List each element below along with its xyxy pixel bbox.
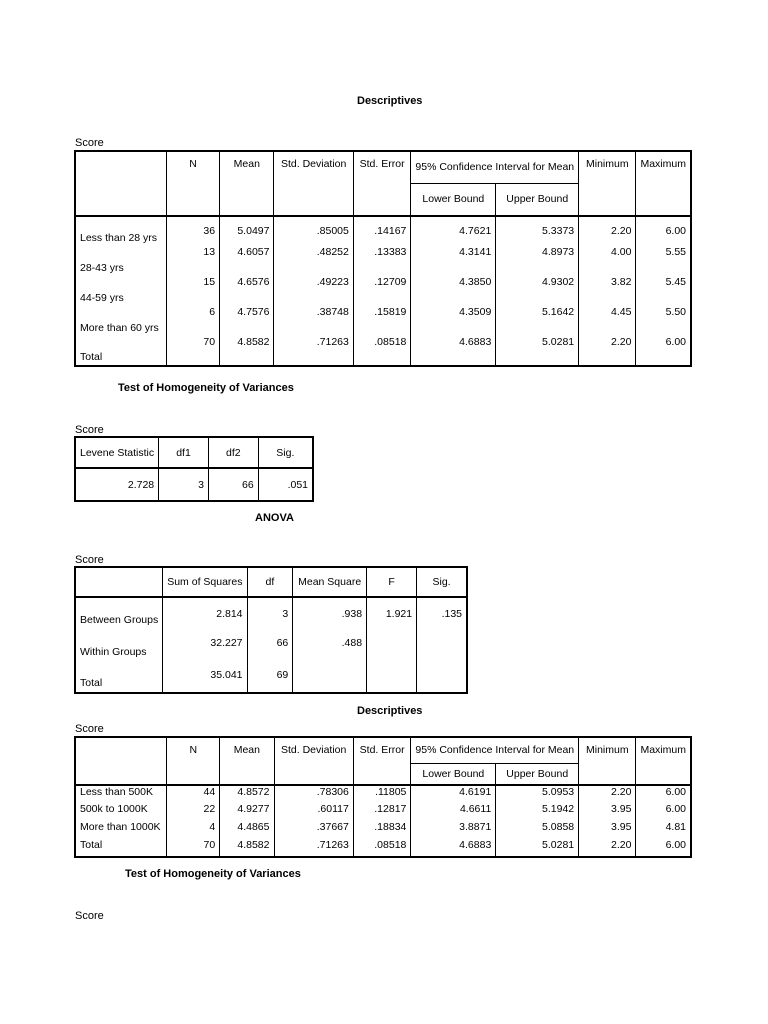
homogeneity-table bbox=[74, 436, 314, 502]
col-header-df1: df1 bbox=[159, 437, 209, 468]
col-header-sig: Sig. bbox=[417, 567, 467, 597]
col-header-levene: Levene Statistic bbox=[75, 437, 159, 468]
col-header-std-deviation: Std. Deviation bbox=[274, 151, 353, 216]
table-row: Between Groups 2.814 3 .938 1.921 .135 bbox=[75, 597, 467, 629]
table-row: 500k to 1000K 22 4.9277 .60117 .12817 4.6611 5.1942 3.95 6.00 bbox=[75, 803, 691, 821]
col-header-std-error: Std. Error bbox=[353, 151, 411, 216]
col-header-mean: Mean bbox=[220, 151, 274, 216]
col-header-mean: Mean bbox=[220, 737, 274, 785]
col-header-lower-bound: Lower Bound bbox=[411, 183, 496, 216]
table-row: 28-43 yrs 13 4.6057 .48252 .13383 4.3141 4.8973 4.00 5.55 bbox=[75, 246, 691, 276]
descriptives-title: Descriptives bbox=[357, 95, 423, 107]
col-header-std-error: Std. Error bbox=[353, 737, 411, 785]
descriptives-table-age bbox=[74, 150, 692, 367]
col-header-std-deviation: Std. Deviation bbox=[274, 737, 353, 785]
table-row: Within Groups 32.227 66 .488 bbox=[75, 629, 467, 661]
col-header-f: F bbox=[367, 567, 417, 597]
col-header-minimum: Minimum bbox=[579, 151, 636, 216]
table-row-total: Total 70 4.8582 .71263 .08518 4.6883 5.0281 2.20 6.00 bbox=[75, 336, 691, 366]
table-row: Less than 28 yrs 36 5.0497 .85005 .14167 4.7621 5.3373 2.20 6.00 bbox=[75, 216, 691, 246]
descriptives-table-income bbox=[74, 736, 692, 858]
table-row: 2.728 3 66 .051 bbox=[75, 468, 313, 501]
dependent-variable-label: Score bbox=[75, 554, 104, 566]
col-header-sum-of-squares: Sum of Squares bbox=[163, 567, 247, 597]
col-header-confidence-interval: 95% Confidence Interval for Mean bbox=[411, 737, 579, 763]
col-header-minimum: Minimum bbox=[579, 737, 636, 785]
dependent-variable-label: Score bbox=[75, 424, 104, 436]
col-header-n: N bbox=[167, 737, 220, 785]
table-row: 44-59 yrs 15 4.6576 .49223 .12709 4.3850 4.9302 3.82 5.45 bbox=[75, 276, 691, 306]
col-header-maximum: Maximum bbox=[636, 151, 691, 216]
table-row-total: Total 35.041 69 bbox=[75, 661, 467, 693]
col-header-mean-square: Mean Square bbox=[293, 567, 367, 597]
dependent-variable-label: Score bbox=[75, 910, 104, 922]
col-header-maximum: Maximum bbox=[636, 737, 691, 785]
col-header-upper-bound: Upper Bound bbox=[496, 763, 579, 785]
col-header-upper-bound: Upper Bound bbox=[496, 183, 579, 216]
col-header-confidence-interval: 95% Confidence Interval for Mean bbox=[411, 151, 579, 183]
descriptives-title: Descriptives bbox=[357, 705, 423, 717]
col-header-df2: df2 bbox=[208, 437, 258, 468]
dependent-variable-label: Score bbox=[75, 137, 104, 149]
col-header-df: df bbox=[247, 567, 293, 597]
homogeneity-title: Test of Homogeneity of Variances bbox=[125, 868, 301, 880]
table-row: Less than 500K 44 4.8572 .78306 .11805 4.6191 5.0953 2.20 6.00 bbox=[75, 785, 691, 803]
table-row: More than 1000K 4 4.4865 .37667 .18834 3.8871 5.0858 3.95 4.81 bbox=[75, 821, 691, 839]
table-row: More than 60 yrs 6 4.7576 .38748 .15819 4.3509 5.1642 4.45 5.50 bbox=[75, 306, 691, 336]
homogeneity-title: Test of Homogeneity of Variances bbox=[118, 382, 294, 394]
dependent-variable-label: Score bbox=[75, 723, 104, 735]
anova-table bbox=[74, 566, 468, 694]
col-header-lower-bound: Lower Bound bbox=[411, 763, 496, 785]
col-header-n: N bbox=[167, 151, 220, 216]
table-row-total: Total 70 4.8582 .71263 .08518 4.6883 5.0281 2.20 6.00 bbox=[75, 839, 691, 857]
col-header-sig: Sig. bbox=[258, 437, 313, 468]
anova-title: ANOVA bbox=[255, 512, 294, 524]
